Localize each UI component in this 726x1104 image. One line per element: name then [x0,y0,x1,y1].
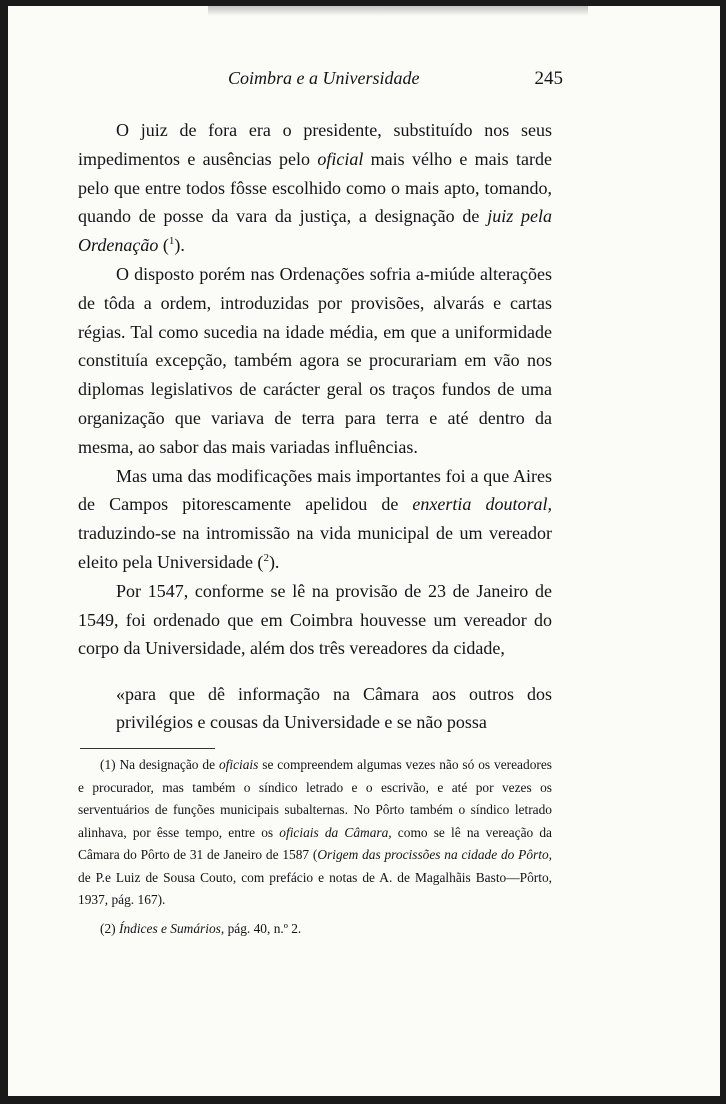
quote-text: «para que dê informação na Câmara aos outros dos privilégios e cousas da Universidade e se não possa [116,684,552,732]
paragraph-3: Mas uma das modificações mais importantes foi a que Aires de Campos pitorescamente apelidou de enxertia doutoral, traduzindo-se na intromissão na vida municipal de um vereador eleito pela Universidade ($^2$). [78,465,552,572]
footnote-1: (1) Na designação de oficiais se compreendem algumas vezes não só os vereadores e procurador, mas também o síndico letrado e o escrivão, e até por vezes os serventuários de funções municipais subalternas. No Pôrto também o síndico letrado alinhava, por êsse tempo, entre os oficiais da Câmara, como se lê na vereação da Câmara do Pôrto de 31 de Janeiro de 1587 (Origem das procissões na cidade do Pôrto, de P.e Luiz de Sousa Couto, com prefácio e notas de A. de Magalhãis Basto—Pôrto, 1937, pág. 167). [78,757,552,907]
paragraph-1: O juiz de fora era o presidente, substituído nos seus impedimentos e ausências pelo oficial mais vélho e mais tarde pelo que entre todos fôsse escolhido como o mais apto, tomando, quando de posse da vara da justiça, a designação de juiz pela Ordenação ($^1$). [78,120,553,256]
paragraph-2: O disposto porém nas Ordenações sofria a-miúde alterações de tôda a ordem, introduzidas por provisões, alvarás e cartas régias. Tal como sucedia na idade média, em que a uniformidade constituía excepção, também agora se procurariam em vão nos diplomas legislativos de carácter geral os traços fundos de uma organização que variava de terra para terra e até dentro da mesma, ao sabor das mais variadas influências. [78,263,552,457]
running-head [78,68,563,96]
emphasis-juiz: juiz pela Ordenação [78,206,553,256]
emphasis-enxertia: enxertia doutoral, [412,494,552,515]
emphasis-oficial: oficial [317,148,364,169]
scan-shadow [208,6,588,16]
footnote-rule [80,748,215,749]
page-number: 245 [534,68,563,89]
footnote-marker-2: (2) [100,920,116,936]
footnote-2: (2) Índices e Sumários, pág. 40, n.º 2. [100,920,302,936]
block-quote [116,680,552,736]
book-page [8,6,720,1096]
footnote-ref-1: 1 [168,235,175,248]
running-title: Coimbra e a Universidade [228,68,420,88]
body-text [78,116,552,663]
footnotes [78,754,552,940]
paragraph-4: Por 1547, conforme se lê na provisão de 23 de Janeiro de 1549, foi ordenado que em Coimbra houvesse um vereador do corpo da Universidade, além dos três vereadores da cidade, [78,580,552,659]
footnote-marker-1: (1) [100,757,116,772]
footnote-ref-2: 2 [263,551,269,564]
